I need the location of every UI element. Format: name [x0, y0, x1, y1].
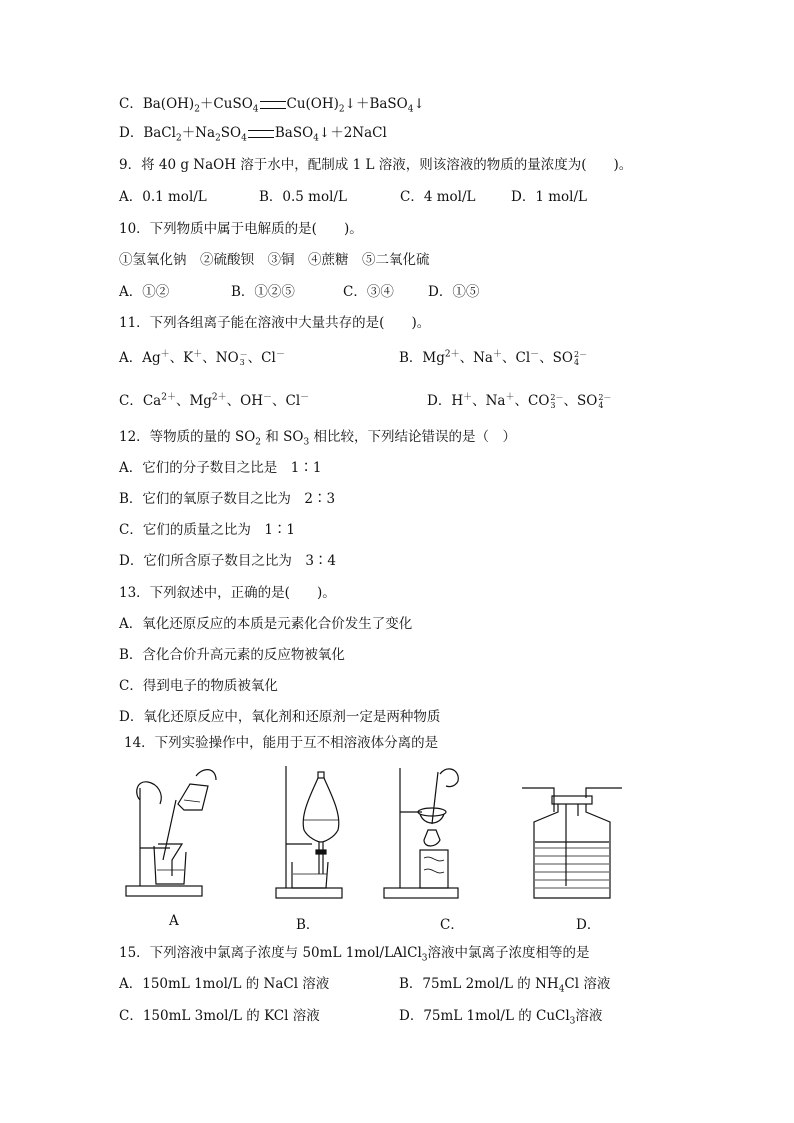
- q10-option-b: B．①②⑤: [231, 284, 295, 300]
- q15-option-a: A．150mL 1mol/L 的 NaCl 溶液: [119, 976, 330, 992]
- apparatus-d-gas-washing-bottle: [516, 776, 628, 906]
- q10-option-c: C．③④: [343, 284, 394, 300]
- q8-option-c: C．$Ba(OH)_2+CuSO_4$ $Cu(OH)_2↓+BaSO_4↓$: [119, 96, 425, 115]
- q13-option-d: D．氧化还原反应中，氧化剂和还原剂一定是两种物质: [119, 709, 441, 725]
- apparatus-c-evaporation: [380, 762, 480, 905]
- caption-b: B．: [296, 917, 320, 933]
- q11-option-c: C．$Ca^{2+}$、$Mg^{2+}$、OH－、Cl－: [119, 392, 310, 409]
- q13-option-a: A．氧化还原反应的本质是元素化合价发生了变化: [119, 616, 413, 632]
- apparatus-b-separatory-funnel: [270, 762, 350, 905]
- q15-stem: 15．下列溶液中氯离子浓度与 50mL 1mol/LAlCl$_3$溶液中氯离子浓度相等的是: [119, 945, 590, 964]
- q15-option-d: D．75mL 1mol/L 的 CuCl$_3$溶液: [399, 1008, 603, 1027]
- q13-stem: 13．下列叙述中，正确的是( )。: [119, 585, 336, 601]
- q10-items: ①氢氧化钠 ②硫酸钡 ③铜 ④蔗糖 ⑤二氧化硫: [119, 252, 430, 268]
- q11-option-a: A．Ag＋、K＋、NO － 3 、Cl－: [119, 349, 285, 367]
- q9-stem: 9．将 40 g NaOH 溶于水中，配制成 1 L 溶液，则该溶液的物质的量浓度为( )。: [119, 157, 633, 173]
- q14-stem: 14．下列实验操作中，能用于互不相溶液体分离的是: [124, 735, 439, 751]
- apparatus-a-filtration: [118, 760, 218, 905]
- caption-a: A: [169, 913, 179, 929]
- q10-option-d: D．①⑤: [428, 284, 480, 300]
- q11-option-d: D．H＋、Na＋、CO 2－ 3 、SO 2－ 4: [427, 392, 612, 410]
- q13-option-c: C．得到电子的物质被氧化: [119, 678, 278, 694]
- q12-option-c: C．它们的质量之比为 1∶1: [119, 522, 296, 538]
- q15-option-b: B．75mL 2mol/L 的 $NH_4Cl$ 溶液: [399, 976, 611, 995]
- q12-option-d: D．它们所含原子数目之比为 3∶4: [119, 553, 337, 569]
- q15-option-c: C．150mL 3mol/L 的 KCl 溶液: [119, 1008, 320, 1024]
- q11-stem: 11．下列各组离子能在溶液中大量共存的是( )。: [119, 315, 431, 331]
- caption-d: D．: [576, 917, 601, 933]
- q12-option-b: B．它们的氧原子数目之比为 2∶3: [119, 491, 336, 507]
- q9-option-d: D．1 mol/L: [511, 189, 587, 205]
- q9-option-b: B．0.5 mol/L: [259, 189, 347, 205]
- q12-stem: 12．等物质的量的 $SO_2$ 和 $SO_3$ 相比较，下列结论错误的是（ ）: [119, 429, 516, 448]
- q13-option-b: B．含化合价升高元素的反应物被氧化: [119, 647, 345, 663]
- q9-option-a: A．0.1 mol/L: [119, 189, 207, 205]
- q10-stem: 10．下列物质中属于电解质的是( )。: [119, 221, 363, 237]
- q10-option-a: A．①②: [119, 284, 170, 300]
- q11-option-b: B．$Mg^{2+}$、Na＋、Cl－、SO 2－ 4: [399, 349, 588, 367]
- caption-c: C．: [440, 917, 464, 933]
- q9-option-c: C．4 mol/L: [400, 189, 476, 205]
- q12-option-a: A．它们的分子数目之比是 1∶1: [119, 460, 322, 476]
- q8-option-d: D．$BaCl_2+Na_2SO_4$ BaSO$_4$↓＋2NaCl: [119, 125, 387, 144]
